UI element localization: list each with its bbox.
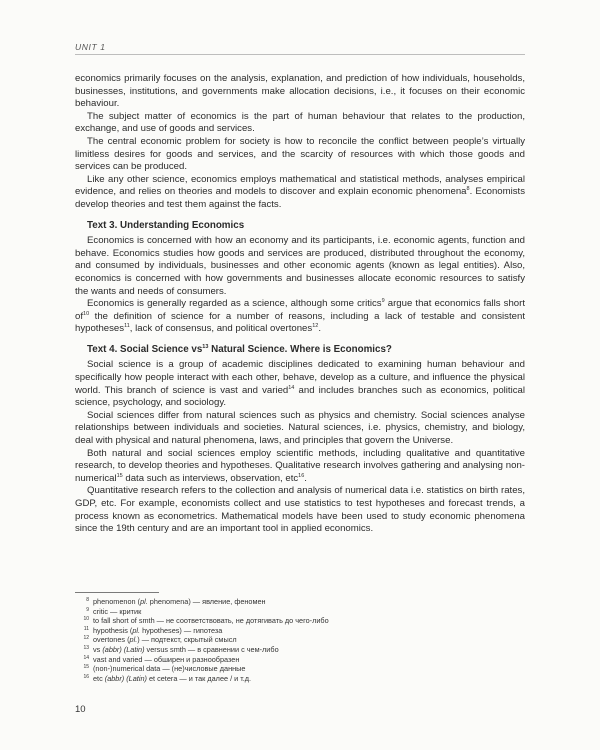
text-run: argue that economics falls short of (75, 298, 525, 322)
text-run: the definition of science for a number of reasons, including a lack of testable and consistent hypotheses (75, 310, 525, 335)
footnote-number: 12 (83, 635, 89, 642)
footnote-item (75, 664, 525, 674)
footnote-item (75, 635, 525, 645)
footnote-number: 8 (86, 597, 89, 603)
text-run: Both natural and social sciences employ scientific methods, including qualitative and quantitative research, to develop theories and hypotheses. Qualitative research involves gathering and analysing non-numerical (75, 447, 525, 484)
section-heading: Text 3. Understanding Economics (87, 219, 245, 231)
text-run: , lack of consensus, and political overtones (129, 323, 313, 335)
text-run: . Economists develop theories and test them against the facts. (75, 186, 526, 210)
footnote-item (75, 597, 525, 607)
footnote-text: hypothesis (pl. hypotheses) — гипотеза (93, 625, 223, 635)
text-run: . (304, 472, 307, 484)
heading-run: Text 4. Social Science vs (87, 343, 203, 355)
footnote-ref: 11 (124, 323, 130, 330)
text-run: Social science is a group of academic disciplines dedicated to examining human behaviour and specifically how people interact with each other, behave, develop as a culture, and influence the physical world. This branch of science is vast and varied (75, 359, 525, 396)
paragraph: The central economic problem for society is how to reconcile the conflict between people’s virtually limitless desires for goods and services, and the scarcity of resources with which those goods and services can be produced. (75, 135, 525, 173)
paragraph: Economics is concerned with how an economy and its participants, i.e. economic agents, function and behave. Economics studies how goods and services are produced, distributed throughout the economy, and consumed by individuals, businesses and other economic agents (known as legal entities). Also, economics is concerned with how governments and businesses allocate economic resources to satisfy the wants and needs of consumers. (75, 235, 525, 297)
header-divider (75, 54, 525, 55)
footnote-item (75, 655, 525, 665)
footnote-ref: 13 (202, 343, 209, 350)
page-number: 10 (75, 704, 86, 715)
footnote-ref: 8 (466, 186, 470, 193)
text-run: Economics is generally regarded as a science, although some critics (87, 298, 382, 310)
paragraph: Quantitative research refers to the collection and analysis of numerical data i.e. statistics on birth rates, GDP, etc. For example, economists collect and use statistics to test hypotheses and forecast trends, a process known as econometrics. Mathematical models have been used to study economic phenomena since the 19th century and are an important tool in applied economics. (75, 485, 525, 535)
footnote-number: 14 (83, 654, 89, 661)
footnote-number: 13 (83, 644, 89, 651)
footnote-ref: 9 (381, 298, 385, 305)
footnote-ref: 14 (288, 384, 295, 391)
footnote-item (75, 674, 525, 684)
footnote-text: vs (abbr) (Latin) versus smth — в сравнении с чем-либо (93, 644, 279, 654)
footnote-item (75, 645, 525, 655)
footnote-text: phenomenon (pl. phenomena) — явление, феномен (93, 597, 266, 606)
footnote-text: etc (abbr) (Latin) et cetera — и так далее / и т.д. (93, 673, 252, 683)
paragraph: economics primarily focuses on the analysis, explanation, and prediction of how individuals, households, businesses, institutions, and governments make allocation decisions, i.e., it focuses on their economic behaviour. (75, 73, 525, 110)
footnote-item (75, 626, 525, 636)
footnote-number: 9 (86, 606, 89, 613)
footnote-number: 10 (83, 616, 89, 623)
footnote-divider (75, 592, 159, 593)
footnote-number: 15 (83, 664, 89, 671)
footnote-text: critic — критик (93, 606, 142, 616)
text-run: Like any other science, economics employs mathematical and statistical methods, analyses empirical evidence, and relies on theories and models to discover and explain economic phenomena (75, 173, 525, 198)
footnote-text: overtones (pl.) — подтекст, скрытый смысл (93, 635, 237, 645)
footnote-item (75, 607, 525, 617)
running-header: UNIT 1 (75, 42, 106, 52)
footnote-item (75, 616, 525, 626)
paragraph: The subject matter of economics is the part of human behaviour that relates to the production, exchange, and use of goods and services. (75, 110, 525, 135)
footnote-ref: 15 (116, 472, 123, 479)
footnote-ref: 16 (298, 472, 305, 479)
section-heading (75, 344, 525, 357)
paragraph: Social sciences differ from natural sciences such as physics and chemistry. Social sciences analyse relationships between individuals and societies. Natural sciences, i.e. physics, chemistry, and biology, deal with physical and natural phenomena, laws, and principles that govern the Universe. (75, 409, 525, 447)
footnote-number: 16 (83, 673, 89, 680)
footnote-text: vast and varied — обширен и разнообразен (93, 654, 240, 664)
text-run: . (318, 323, 321, 335)
footnote-ref: 10 (83, 310, 90, 317)
paragraph (75, 174, 525, 212)
paragraph (75, 298, 525, 336)
paragraph (75, 448, 525, 486)
footnotes (75, 597, 525, 683)
footnote-number: 11 (83, 625, 89, 632)
footnote-ref: 12 (312, 323, 319, 330)
text-run: data such as interviews, observation, etc (122, 472, 299, 484)
footnote-text: (non-)numerical data — (не)числовые данные (93, 664, 246, 674)
paragraph (75, 359, 525, 409)
heading-run: Natural Science. Where is Economics? (208, 343, 392, 355)
footnote-text: to fall short of smth — не соответствовать, не дотягивать до чего-либо (93, 616, 329, 626)
text-run: and includes branches such as economics, political science, psychology, and sociology. (75, 384, 525, 409)
main-text (75, 73, 525, 536)
